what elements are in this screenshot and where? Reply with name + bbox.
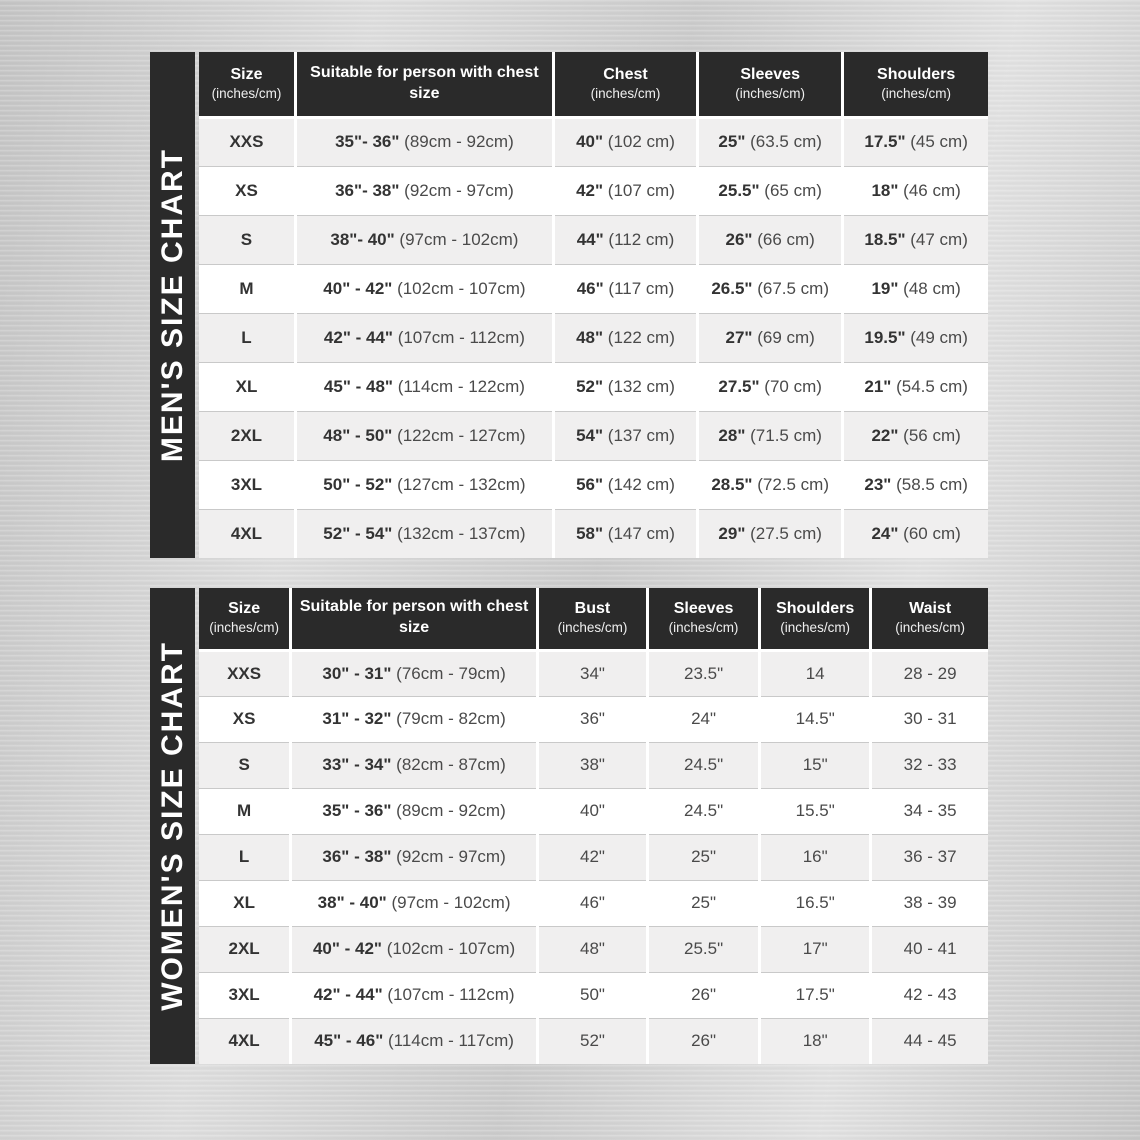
value-regular: (71.5 cm) (750, 425, 822, 445)
value-regular: (114cm - 117cm) (387, 1031, 514, 1051)
value-cell (648, 1018, 760, 1064)
size-cell: L (199, 313, 295, 362)
value-regular: 50" (579, 985, 605, 1004)
value-cell (843, 117, 988, 166)
womens-chart-title: WOMEN'S SIZE CHART (155, 641, 189, 1011)
size-cell: XL (199, 362, 295, 411)
value-cell (537, 834, 647, 880)
column-header: Shoulders (inches/cm) (843, 52, 988, 117)
size-cell: XXS (199, 117, 295, 166)
value-regular: (114cm - 122cm) (397, 376, 525, 396)
column-header: Suitable for person with chest size (295, 52, 553, 117)
value-cell (291, 926, 538, 972)
value-bold: 17.5" (864, 132, 906, 151)
value-regular: (56 cm) (903, 425, 961, 445)
value-cell (291, 972, 538, 1018)
mens-table-body (199, 117, 988, 558)
table-row (199, 411, 988, 460)
size-cell: XL (199, 880, 291, 926)
value-regular: (112 cm) (608, 229, 675, 249)
value-regular: 24" (691, 709, 717, 728)
value-cell (698, 264, 843, 313)
size-cell: S (199, 215, 295, 264)
value-regular: (58.5 cm) (896, 474, 968, 494)
value-cell (871, 1018, 988, 1064)
value-regular: 48" (579, 939, 605, 958)
value-cell (295, 362, 553, 411)
value-cell (871, 926, 988, 972)
value-cell (648, 834, 760, 880)
mens-size-table (199, 52, 988, 558)
value-regular: 16" (802, 847, 828, 866)
value-regular: (122 cm) (607, 327, 675, 347)
value-bold: 52" - 54" (323, 523, 393, 543)
value-cell (843, 313, 988, 362)
value-bold: 40" (576, 132, 604, 151)
value-regular: 36 - 37 (903, 847, 957, 866)
value-cell (291, 834, 538, 880)
value-cell (553, 362, 697, 411)
value-cell (760, 742, 871, 788)
value-cell (698, 117, 843, 166)
value-bold: 48" (576, 327, 604, 347)
womens-table-header (199, 588, 988, 650)
womens-chart-title-bar (150, 588, 195, 1064)
value-cell (698, 460, 843, 509)
column-header: Waist (inches/cm) (871, 588, 988, 650)
value-regular: 40 - 41 (903, 939, 957, 958)
value-bold: 26" (725, 229, 753, 249)
value-bold: 54" (576, 425, 604, 445)
column-header: Size (inches/cm) (199, 52, 295, 117)
table-row (199, 972, 988, 1018)
value-cell (537, 696, 647, 742)
value-cell (760, 788, 871, 834)
table-row (199, 834, 988, 880)
value-bold: 23" (864, 474, 892, 494)
value-cell (698, 166, 843, 215)
value-bold: 58" (576, 523, 604, 543)
value-bold: 38" - 40" (317, 893, 387, 912)
value-bold: 26.5" (711, 278, 753, 298)
value-regular: (117 cm) (608, 278, 675, 298)
value-bold: 21" (864, 376, 892, 396)
value-cell (291, 788, 538, 834)
value-regular: 30 - 31 (903, 709, 957, 728)
value-regular: 24.5" (684, 755, 724, 774)
value-cell (291, 650, 538, 696)
value-regular: 18" (802, 1031, 828, 1051)
table-row (199, 926, 988, 972)
value-regular: 17" (802, 939, 828, 958)
value-cell (648, 926, 760, 972)
value-cell (648, 742, 760, 788)
value-bold: 46" (576, 278, 604, 298)
value-regular: 28 - 29 (903, 663, 957, 683)
value-cell (871, 742, 988, 788)
value-cell (291, 742, 538, 788)
value-bold: 27.5" (718, 376, 760, 396)
value-regular: (47 cm) (910, 229, 968, 249)
value-bold: 25" (718, 132, 746, 151)
value-regular: (67.5 cm) (757, 278, 829, 298)
value-cell (648, 696, 760, 742)
value-cell (843, 411, 988, 460)
value-cell (291, 1018, 538, 1064)
table-row (199, 509, 988, 558)
table-row (199, 362, 988, 411)
value-regular: (132cm - 137cm) (397, 523, 526, 543)
value-regular: (54.5 cm) (896, 376, 968, 396)
value-regular: (60 cm) (903, 523, 961, 543)
value-bold: 56" (576, 474, 604, 494)
womens-size-chart-section (150, 588, 988, 1064)
value-bold: 19.5" (864, 327, 906, 347)
table-row (199, 264, 988, 313)
value-regular: 42 - 43 (903, 985, 957, 1004)
value-cell (698, 313, 843, 362)
value-cell (871, 880, 988, 926)
value-regular: (27.5 cm) (750, 523, 822, 543)
value-bold: 29" (718, 523, 746, 543)
mens-chart-title: MEN'S SIZE CHART (155, 147, 189, 463)
value-cell (553, 411, 697, 460)
size-cell: M (199, 788, 291, 834)
value-bold: 45" - 46" (314, 1031, 384, 1051)
value-cell (553, 215, 697, 264)
value-cell (553, 313, 697, 362)
value-regular: (107cm - 112cm) (397, 327, 525, 347)
value-cell (553, 509, 697, 558)
value-bold: 42" - 44" (313, 985, 383, 1004)
value-regular: 23.5" (684, 663, 724, 683)
value-regular: 16.5" (795, 893, 835, 912)
value-regular: (82cm - 87cm) (396, 755, 506, 774)
column-header: Chest (inches/cm) (553, 52, 697, 117)
value-bold: 18.5" (864, 229, 906, 249)
value-bold: 19" (871, 278, 899, 298)
size-chart-page (150, 52, 988, 1064)
size-cell: 4XL (199, 509, 295, 558)
value-regular: 38 - 39 (903, 893, 957, 912)
size-cell: L (199, 834, 291, 880)
value-cell (553, 264, 697, 313)
value-regular: 38" (579, 755, 605, 774)
value-cell (537, 1018, 647, 1064)
value-bold: 30" - 31" (322, 663, 392, 683)
value-cell (871, 696, 988, 742)
value-bold: 38"- 40" (330, 229, 395, 249)
womens-size-table (199, 588, 988, 1064)
value-regular: (107cm - 112cm) (387, 985, 515, 1004)
value-regular: (97cm - 102cm) (391, 893, 511, 912)
value-cell (698, 362, 843, 411)
value-bold: 18" (871, 180, 899, 200)
value-regular: 34 - 35 (903, 801, 957, 820)
value-cell (843, 215, 988, 264)
value-bold: 42" - 44" (323, 327, 393, 347)
value-bold: 52" (576, 376, 604, 396)
value-bold: 36"- 38" (335, 180, 400, 200)
value-bold: 27" (725, 327, 753, 347)
value-regular: (49 cm) (910, 327, 968, 347)
value-bold: 22" (871, 425, 899, 445)
value-regular: (89cm - 92cm) (404, 132, 514, 151)
value-regular: (45 cm) (910, 132, 968, 151)
value-bold: 36" - 38" (322, 847, 392, 866)
mens-size-chart-section (150, 52, 988, 558)
value-cell (537, 926, 647, 972)
value-regular: 34" (579, 663, 605, 683)
value-cell (648, 650, 760, 696)
value-regular: 15.5" (795, 801, 835, 820)
value-cell (871, 650, 988, 696)
value-cell (760, 972, 871, 1018)
value-regular: 15" (802, 755, 828, 774)
value-regular: 32 - 33 (903, 755, 957, 774)
value-bold: 25.5" (718, 180, 760, 200)
value-bold: 35" - 36" (322, 801, 392, 820)
column-header: Sleeves (inches/cm) (698, 52, 843, 117)
value-regular: (92cm - 97cm) (404, 180, 514, 200)
value-regular: (97cm - 102cm) (399, 229, 519, 249)
size-cell: 4XL (199, 1018, 291, 1064)
value-cell (537, 880, 647, 926)
table-row (199, 788, 988, 834)
mens-chart-title-bar (150, 52, 195, 558)
value-cell (537, 742, 647, 788)
value-regular: (70 cm) (764, 376, 822, 396)
value-bold: 33" - 34" (322, 755, 392, 774)
value-regular: 40" (579, 801, 605, 820)
value-cell (698, 509, 843, 558)
value-cell (843, 264, 988, 313)
value-regular: 25" (691, 893, 717, 912)
value-regular: (65 cm) (764, 180, 822, 200)
value-cell (295, 117, 553, 166)
value-regular: (127cm - 132cm) (397, 474, 526, 494)
value-regular: (102cm - 107cm) (397, 278, 526, 298)
value-regular: (132 cm) (607, 376, 675, 396)
mens-table-header (199, 52, 988, 117)
value-regular: 26" (691, 985, 717, 1004)
column-header: Size (inches/cm) (199, 588, 291, 650)
value-cell (291, 880, 538, 926)
value-bold: 48" - 50" (323, 425, 393, 445)
column-header: Bust (inches/cm) (537, 588, 647, 650)
size-cell: XS (199, 166, 295, 215)
value-regular: 24.5" (684, 801, 724, 820)
value-cell (295, 460, 553, 509)
value-bold: 28" (718, 425, 746, 445)
value-cell (537, 650, 647, 696)
value-regular: 14.5" (795, 709, 835, 728)
value-regular: (63.5 cm) (750, 132, 822, 151)
table-row (199, 313, 988, 362)
value-cell (698, 411, 843, 460)
value-regular: (66 cm) (757, 229, 815, 249)
value-bold: 40" - 42" (323, 278, 393, 298)
value-bold: 50" - 52" (323, 474, 393, 494)
value-cell (648, 788, 760, 834)
value-regular: (147 cm) (607, 523, 675, 543)
value-cell (760, 696, 871, 742)
value-cell (871, 788, 988, 834)
table-row (199, 166, 988, 215)
value-regular: (69 cm) (757, 327, 815, 347)
value-regular: 36" (579, 709, 605, 728)
value-regular: 46" (579, 893, 605, 912)
size-cell: S (199, 742, 291, 788)
value-cell (553, 460, 697, 509)
value-cell (295, 166, 553, 215)
value-cell (295, 509, 553, 558)
value-regular: 44 - 45 (903, 1031, 957, 1051)
value-cell (843, 362, 988, 411)
value-regular: (142 cm) (607, 474, 675, 494)
size-cell: 2XL (199, 926, 291, 972)
value-bold: 35"- 36" (335, 132, 400, 151)
value-cell (760, 1018, 871, 1064)
value-cell (843, 166, 988, 215)
value-regular: (122cm - 127cm) (397, 425, 526, 445)
size-cell: XS (199, 696, 291, 742)
value-cell (760, 926, 871, 972)
size-cell: M (199, 264, 295, 313)
value-regular: (76cm - 79cm) (396, 663, 506, 683)
value-regular: (102 cm) (607, 132, 675, 151)
value-regular: (79cm - 82cm) (396, 709, 506, 728)
value-regular: (48 cm) (903, 278, 961, 298)
value-regular: 52" (579, 1031, 605, 1051)
column-header: Suitable for person with chest size (291, 588, 538, 650)
value-cell (648, 880, 760, 926)
value-bold: 28.5" (711, 474, 753, 494)
size-cell: 3XL (199, 972, 291, 1018)
value-regular: (102cm - 107cm) (386, 939, 516, 958)
value-cell (295, 264, 553, 313)
value-cell (843, 509, 988, 558)
value-regular: 17.5" (795, 985, 835, 1004)
table-row (199, 650, 988, 696)
size-cell: XXS (199, 650, 291, 696)
value-regular: 25" (691, 847, 717, 866)
womens-table-body (199, 650, 988, 1064)
value-regular: (46 cm) (903, 180, 961, 200)
value-bold: 42" (576, 180, 604, 200)
value-cell (537, 972, 647, 1018)
value-regular: (72.5 cm) (757, 474, 829, 494)
value-bold: 24" (871, 523, 899, 543)
value-cell (698, 215, 843, 264)
value-regular: (92cm - 97cm) (396, 847, 506, 866)
value-cell (871, 834, 988, 880)
value-cell (553, 166, 697, 215)
table-row (199, 460, 988, 509)
value-cell (295, 313, 553, 362)
value-bold: 40" - 42" (312, 939, 382, 958)
value-bold: 31" - 32" (322, 709, 392, 728)
value-regular: (89cm - 92cm) (396, 801, 506, 820)
size-cell: 2XL (199, 411, 295, 460)
value-bold: 45" - 48" (323, 376, 393, 396)
table-row (199, 1018, 988, 1064)
value-regular: 42" (579, 847, 605, 866)
value-cell (843, 460, 988, 509)
size-cell: 3XL (199, 460, 295, 509)
value-cell (648, 972, 760, 1018)
value-cell (871, 972, 988, 1018)
value-cell (760, 650, 871, 696)
table-row (199, 117, 988, 166)
column-header: Sleeves (inches/cm) (648, 588, 760, 650)
value-regular: 25.5" (684, 939, 724, 958)
value-regular: 26" (691, 1031, 717, 1051)
value-cell (760, 880, 871, 926)
value-cell (760, 834, 871, 880)
table-row (199, 880, 988, 926)
value-regular: (107 cm) (607, 180, 675, 200)
table-row (199, 696, 988, 742)
value-regular: 14 (805, 663, 825, 683)
value-cell (295, 411, 553, 460)
table-row (199, 742, 988, 788)
column-header: Shoulders (inches/cm) (760, 588, 871, 650)
table-row (199, 215, 988, 264)
value-cell (537, 788, 647, 834)
value-bold: 44" (576, 229, 604, 249)
value-cell (291, 696, 538, 742)
value-cell (553, 117, 697, 166)
value-regular: (137 cm) (607, 425, 675, 445)
value-cell (295, 215, 553, 264)
